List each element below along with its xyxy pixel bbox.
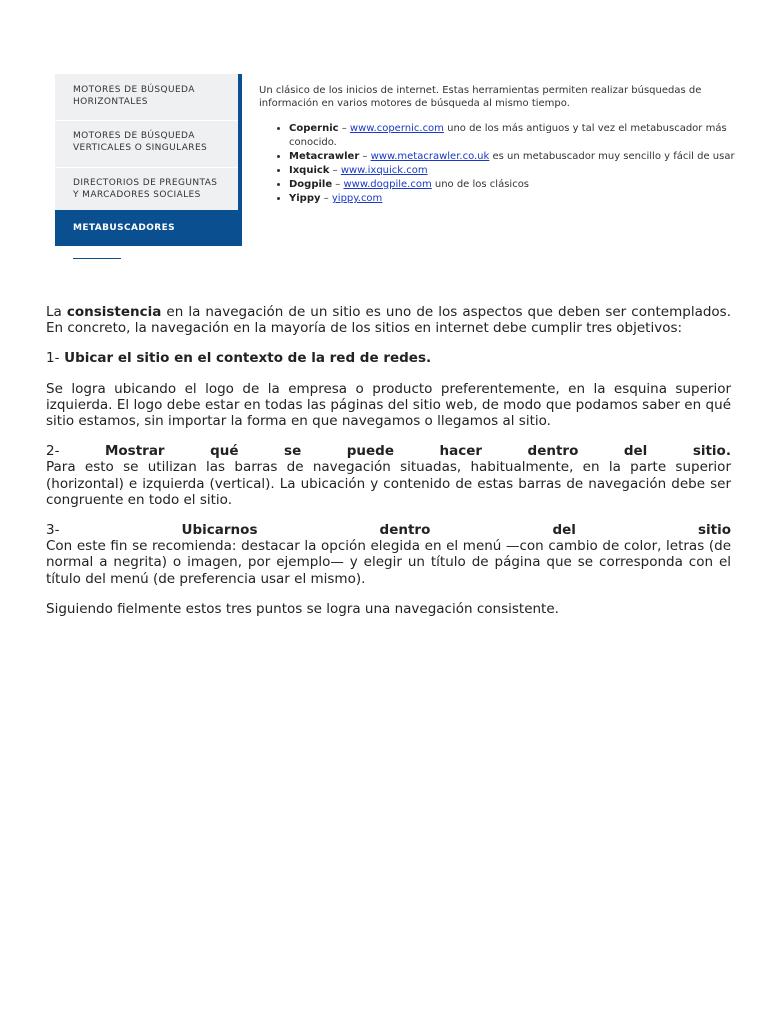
engine-link[interactable]: www.metacrawler.co.uk bbox=[370, 151, 490, 162]
engine-desc: uno de los más antiguos y tal vez el metabuscador más conocido. bbox=[289, 123, 727, 148]
heading-word: puede bbox=[346, 443, 394, 460]
article-body bbox=[46, 304, 731, 631]
list-item bbox=[289, 122, 755, 150]
heading-number: 2- bbox=[46, 443, 60, 460]
list-item bbox=[289, 164, 755, 178]
separator: – bbox=[320, 193, 332, 204]
nav-item-line: HORIZONTALES bbox=[73, 97, 148, 107]
heading-word: dentro bbox=[527, 443, 579, 460]
section-3 bbox=[46, 522, 731, 587]
nav-item-line: VERTICALES O SINGULARES bbox=[73, 143, 208, 153]
heading-word: sitio. bbox=[692, 443, 731, 460]
nav-item-horizontales[interactable] bbox=[55, 84, 238, 108]
heading-number: 1- bbox=[46, 350, 60, 367]
nav-item-directorios[interactable] bbox=[55, 177, 238, 201]
text: La bbox=[46, 304, 67, 320]
heading-word: se bbox=[284, 443, 302, 460]
heading-number: 3- bbox=[46, 522, 60, 539]
nav-item-metabuscadores-active[interactable] bbox=[55, 210, 242, 246]
metasearch-list bbox=[259, 122, 755, 206]
nav-item-line: Y MARCADORES SOCIALES bbox=[73, 190, 201, 200]
engine-link[interactable]: www.ixquick.com bbox=[340, 165, 428, 176]
heading-word: Ubicarnos bbox=[181, 522, 258, 539]
nav-item-line: MOTORES DE BÚSQUEDA bbox=[73, 85, 195, 95]
text: en la navegación de un sitio es uno de los aspectos que deben ser contemplados. En concreto, la navegación en la mayoría de los sitios en internet debe cumplir tres objetivos: bbox=[46, 304, 732, 337]
section-2 bbox=[46, 443, 731, 508]
engine-link[interactable]: www.dogpile.com bbox=[343, 179, 432, 190]
nav-divider bbox=[55, 120, 238, 121]
heading-text: Ubicar el sitio en el contexto de la red de redes. bbox=[59, 350, 432, 367]
embedded-screenshot bbox=[55, 62, 755, 262]
figure-intro-text: Un clásico de los inicios de internet. Estas herramientas permiten realizar búsquedas de información en varios motores de búsqueda al mismo tiempo. bbox=[259, 85, 702, 109]
engine-link[interactable]: yippy.com bbox=[331, 193, 383, 204]
heading-word: dentro bbox=[379, 522, 431, 539]
intro-paragraph bbox=[46, 304, 731, 336]
nav-item-label: METABUSCADORES bbox=[73, 223, 176, 233]
heading-word: sitio bbox=[697, 522, 731, 539]
nav-item-line: MOTORES DE BÚSQUEDA bbox=[73, 131, 195, 141]
engine-name: Metacrawler bbox=[289, 151, 360, 162]
nav-divider bbox=[55, 167, 238, 168]
engine-name: Ixquick bbox=[289, 165, 330, 176]
paragraph-1: Se logra ubicando el logo de la empresa o producto preferentemente, en la esquina superior izquierda. El logo debe estar en todas las páginas del sitio web, de modo que podamos saber en qué sitio estamos, sin importar la forma en que navegamos o llegamos al sitio. bbox=[46, 380, 731, 430]
heading-word: qué bbox=[210, 443, 239, 460]
heading-word: del bbox=[623, 443, 648, 460]
engine-name: Copernic bbox=[289, 123, 339, 134]
paragraph-3: Con este fin se recomienda: destacar la opción elegida en el menú —con cambio de color, letras (de normal a negrita) o imagen, por ejemplo— y elegir un título de página que se corresponda con el título del menú (de preferencia usar el mismo). bbox=[46, 538, 731, 587]
nav-item-verticales[interactable] bbox=[55, 130, 238, 154]
engine-name: Dogpile bbox=[289, 179, 333, 190]
list-item bbox=[289, 150, 755, 164]
engine-link[interactable]: www.copernic.com bbox=[349, 123, 444, 134]
heading-1 bbox=[46, 350, 731, 366]
list-item bbox=[289, 192, 755, 206]
engine-name: Yippy bbox=[289, 193, 321, 204]
heading-word: del bbox=[552, 522, 576, 539]
keyword-consistencia: consistencia bbox=[66, 304, 162, 320]
engine-desc: uno de los clásicos bbox=[431, 179, 530, 190]
paragraph-2: Para esto se utilizan las barras de navegación situadas, habitualmente, en la parte superior (horizontal) e izquierda (vertical). La ubicación y contenido de estas barras de navegación debe ser congruente en todo el sitio. bbox=[46, 459, 731, 508]
separator: – bbox=[332, 179, 344, 190]
separator: – bbox=[329, 165, 341, 176]
closing-paragraph: Siguiendo fielmente estos tres puntos se logra una navegación consistente. bbox=[46, 600, 559, 617]
separator: – bbox=[338, 123, 350, 134]
separator: – bbox=[359, 151, 371, 162]
engine-desc: es un metabuscador muy sencillo y fácil de usar bbox=[489, 151, 735, 162]
heading-3 bbox=[46, 522, 731, 538]
nav-item-line: DIRECTORIOS DE PREGUNTAS bbox=[73, 178, 218, 188]
heading-2 bbox=[46, 443, 731, 459]
nav-underline bbox=[73, 258, 121, 259]
heading-word: Mostrar bbox=[104, 443, 165, 460]
list-item bbox=[289, 178, 755, 192]
heading-word: hacer bbox=[439, 443, 483, 460]
